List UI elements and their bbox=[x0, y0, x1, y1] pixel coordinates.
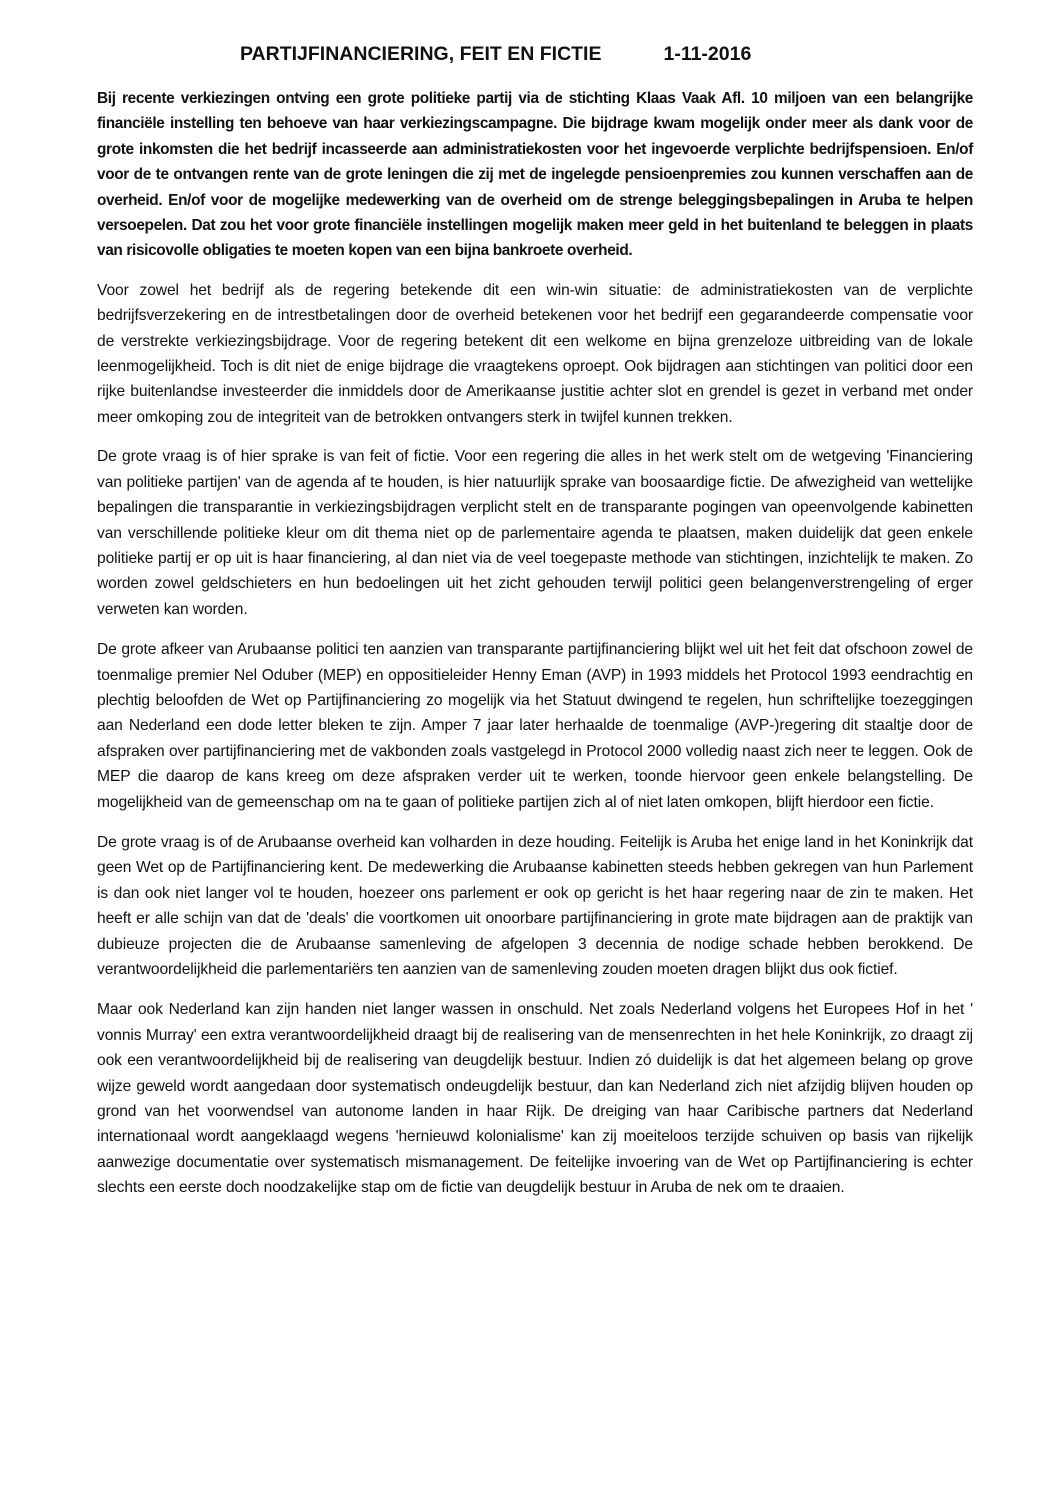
paragraph: Maar ook Nederland kan zijn handen niet langer wassen in onschuld. Net zoals Nederland volgens het Europees Hof in het ' vonnis Murray' een extra verantwoordelijkheid draagt bij de realisering van de mensenrechten in het hele Koninkrijk, zo draagt zij ook een verantwoordelijkheid bij de realisering van deugdelijk bestuur. Indien zó duidelijk is dat het algemeen belang op grove wijze geweld wordt aangedaan door systematisch ondeugdelijk bestuur, dan kan Nederland zich niet afzijdig blijven houden op grond van het voorwendsel van autonome landen in haar Rijk. De dreiging van haar Caribische partners dat Nederland internationaal wordt aangeklaagd wegens 'hernieuwd kolonialisme' kan zij moeiteloos terzijde schuiven op basis van rijkelijk aanwezige documentatie over systematisch mismanagement. De feitelijke invoering van de Wet op Partijfinanciering is echter slechts een eerste doch noodzakelijke stap om de fictie van deugdelijk bestuur in Aruba de nek om te draaien. bbox=[97, 1001, 973, 1197]
document-header bbox=[240, 42, 751, 66]
document-title: PARTIJFINANCIERING, FEIT EN FICTIE bbox=[240, 43, 602, 65]
document-body bbox=[97, 86, 973, 1201]
paragraph-intro: Bij recente verkiezingen ontving een grote politieke partij via de stichting Klaas Vaak Afl. 10 miljoen van een belangrijke financiële instelling ten behoeve van haar verkiezingscampagne. Die bijdrage kwam mogelijk onder meer als dank voor de grote inkomsten die het bedrijf incasseerde aan administratiekosten voor het ingevoerde verplichte bedrijfspensioen. En/of voor de te ontvangen rente van de grote leningen die zij met de ingelegde pensioenpremies zou kunnen verschaffen aan de overheid. En/of voor de mogelijke medewerking van de overheid om de strenge beleggingsbepalingen in Aruba te helpen versoepelen. Dat zou het voor grote financiële instellingen mogelijk maken meer geld in het buitenland te beleggen in plaats van risicovolle obligaties te moeten kopen van een bijna bankroete overheid. bbox=[97, 90, 973, 260]
paragraph: Voor zowel het bedrijf als de regering betekende dit een win-win situatie: de administratiekosten van de verplichte bedrijfsverzekering en de intrestbetalingen door de overheid betekenen voor het bedrijf een gegarandeerde compensatie voor de verstrekte verkiezingsbijdrage. Voor de regering betekent dit een welkome en bijna grenzeloze uitbreiding van de lokale leenmogelijkheid. Toch is dit niet de enige bijdrage die vraagtekens oproept. Ook bijdragen aan stichtingen van politici door een rijke buitenlandse investeerder die inmiddels door de Amerikaanse justitie achter slot en grendel is gezet in verband met onder meer omkoping zou de integriteit van de betrokken ontvangers sterk in twijfel kunnen trekken. bbox=[97, 281, 973, 426]
document-date: 1-11-2016 bbox=[663, 43, 752, 65]
paragraph: De grote vraag is of hier sprake is van feit of fictie. Voor een regering die alles in het werk stelt om de wetgeving 'Financiering van politieke partijen' van de agenda af te houden, is hier natuurlijk sprake van boosaardige fictie. De afwezigheid van wettelijke bepalingen die transparantie in verkiezingsbijdragen verplicht stelt en de transparante pogingen van opeenvolgende kabinetten van verschillende politieke kleur om dit thema niet op de parlementaire agenda te plaatsen, maken duidelijk dat geen enkele politieke partij er op uit is haar financiering, al dan niet via de veel toegepaste methode van stichtingen, inzichtelijk te maken. Zo worden zowel geldschieters en hun bedoelingen uit het zicht gehouden terwijl politici geen belangenverstrengeling of erger verweten kan worden. bbox=[97, 448, 973, 618]
paragraph: De grote afkeer van Arubaanse politici ten aanzien van transparante partijfinanciering blijkt wel uit het feit dat ofschoon zowel de toenmalige premier Nel Oduber (MEP) en oppositieleider Henny Eman (AVP) in 1993 middels het Protocol 1993 eendrachtig en plechtig beloofden de Wet op Partijfinanciering zo mogelijk via het Statuut dwingend te regelen, hun schriftelijke toezeggingen aan Nederland een dode letter bleken te zijn. Amper 7 jaar later herhaalde de toenmalige (AVP-)regering dit staaltje door de afspraken over partijfinanciering met de vakbonden zoals vastgelegd in Protocol 2000 volledig naast zich neer te leggen. Ook de MEP die daarop de kans kreeg om deze afspraken verder uit te werken, toonde hiervoor geen enkele belangstelling. De mogelijkheid van de gemeenschap om na te gaan of politieke partijen zich al of niet laten omkopen, blijft hierdoor een fictie. bbox=[97, 641, 973, 811]
paragraph: De grote vraag is of de Arubaanse overheid kan volharden in deze houding. Feitelijk is Aruba het enige land in het Koninkrijk dat geen Wet op de Partijfinanciering kent. De medewerking die Arubaanse kabinetten steeds hebben gekregen van hun Parlement is dan ook niet langer vol te houden, hoezeer ons parlement er ook op gericht is het haar regering naar de zin te maken. Het heeft er alle schijn van dat de 'deals' die voortkomen uit onoorbare partijfinanciering in grote mate bijdragen aan de praktijk van dubieuze projecten die de Arubaanse samenleving de afgelopen 3 decennia de nodige schade hebben berokkend. De verantwoordelijkheid die parlementariërs ten aanzien van de samenleving zouden moeten dragen blijkt dus ook fictief. bbox=[97, 833, 973, 978]
